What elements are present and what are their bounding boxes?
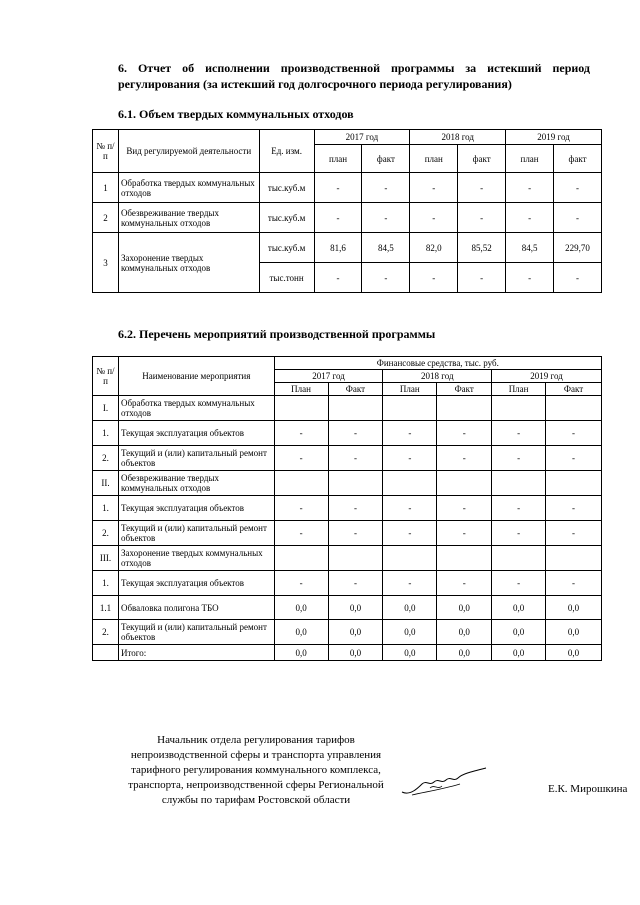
row-measure-name: Обработка твердых коммунальных отходов [118, 396, 274, 421]
cell-value: - [328, 571, 383, 596]
cell-value: - [410, 173, 458, 203]
cell-value: 0,0 [546, 620, 602, 645]
cell-value: - [383, 446, 437, 471]
row-activity: Обезвреживание твердых коммунальных отходов [118, 203, 259, 233]
cell-value: - [546, 571, 602, 596]
cell-value: - [546, 421, 602, 446]
cell-value: - [506, 263, 554, 293]
signature-block [118, 733, 394, 808]
cell-value [328, 546, 383, 571]
cell-value: - [546, 446, 602, 471]
cell-value: 0,0 [437, 645, 492, 661]
cell-value [546, 471, 602, 496]
cell-value: - [492, 521, 546, 546]
cell-value: - [328, 446, 383, 471]
cell-value: - [554, 173, 602, 203]
cell-value: 0,0 [383, 596, 437, 620]
cell-value [437, 546, 492, 571]
cell-value: - [314, 173, 362, 203]
table-row [93, 620, 602, 645]
section-6-line-2: регулирования (за истекший год долгосрочного периода регулирования) [118, 77, 512, 91]
table-row [93, 233, 602, 263]
cell-value: - [492, 446, 546, 471]
row-num: III. [93, 546, 119, 571]
cell-value [546, 546, 602, 571]
t1-header-year-2018: 2018 год [410, 130, 506, 145]
cell-value: - [314, 203, 362, 233]
table-row [93, 203, 602, 233]
t2-header-plan: План [383, 383, 437, 396]
cell-value [274, 546, 328, 571]
cell-value: - [506, 173, 554, 203]
cell-value: - [554, 263, 602, 293]
row-measure-name: Текущий и (или) капитальный ремонт объектов [118, 521, 274, 546]
cell-value [383, 396, 437, 421]
cell-value [383, 471, 437, 496]
row-num: 1.1 [93, 596, 119, 620]
cell-value: 85,52 [458, 233, 506, 263]
row-num: 2. [93, 521, 119, 546]
cell-value: - [410, 203, 458, 233]
cell-value: 0,0 [437, 620, 492, 645]
cell-value: - [458, 263, 506, 293]
cell-value: - [458, 173, 506, 203]
cell-value: - [410, 263, 458, 293]
table-row [93, 645, 602, 661]
row-measure-name: Итого: [118, 645, 274, 661]
t2-header-fact: Факт [546, 383, 602, 396]
row-num: I. [93, 396, 119, 421]
table-row [93, 471, 602, 496]
t1-header-fact: факт [458, 145, 506, 173]
cell-value: - [546, 521, 602, 546]
cell-value: 84,5 [506, 233, 554, 263]
cell-value [328, 396, 383, 421]
row-activity: Обработка твердых коммунальных отходов [118, 173, 259, 203]
cell-value: - [554, 203, 602, 233]
t1-header-fact: факт [554, 145, 602, 173]
cell-value: 0,0 [546, 596, 602, 620]
cell-value [437, 396, 492, 421]
row-measure-name: Обваловка полигона ТБО [118, 596, 274, 620]
table-row [93, 571, 602, 596]
cell-value: 0,0 [437, 596, 492, 620]
cell-value: - [328, 521, 383, 546]
cell-value: - [328, 496, 383, 521]
t2-header-year-2018: 2018 год [383, 370, 492, 383]
cell-value: 229,70 [554, 233, 602, 263]
signatory-name: Е.К. Мирошкина [548, 783, 628, 795]
cell-value: - [506, 203, 554, 233]
table-row [93, 496, 602, 521]
cell-value: - [362, 173, 410, 203]
row-num: 2 [93, 203, 119, 233]
row-measure-name: Захоронение твердых коммунальных отходов [118, 546, 274, 571]
row-unit: тыс.куб.м [259, 233, 314, 263]
row-measure-name: Текущая эксплуатация объектов [118, 571, 274, 596]
cell-value: 0,0 [274, 596, 328, 620]
cell-value: - [458, 203, 506, 233]
t1-header-plan: план [410, 145, 458, 173]
t1-header-fact: факт [362, 145, 410, 173]
signature-line: тарифного регулирования коммунального комплекса, [131, 764, 381, 776]
section-6-heading [118, 60, 590, 92]
cell-value: 0,0 [492, 596, 546, 620]
cell-value: - [492, 496, 546, 521]
row-num: II. [93, 471, 119, 496]
table-row [93, 596, 602, 620]
cell-value: - [437, 446, 492, 471]
cell-value: - [362, 203, 410, 233]
cell-value [437, 471, 492, 496]
row-num: 1. [93, 571, 119, 596]
row-measure-name: Текущий и (или) капитальный ремонт объектов [118, 446, 274, 471]
cell-value: - [383, 571, 437, 596]
cell-value: - [383, 496, 437, 521]
cell-value: - [328, 421, 383, 446]
program-measures-table [92, 356, 602, 661]
t2-header-finance: Финансовые средства, тыс. руб. [274, 357, 601, 370]
signature-line: службы по тарифам Ростовской области [161, 794, 351, 806]
section-6-line-1: 6. Отчет об исполнении производственной программы за истекший период [118, 61, 590, 75]
row-unit: тыс.куб.м [259, 173, 314, 203]
row-num: 2. [93, 620, 119, 645]
row-num: 1 [93, 173, 119, 203]
cell-value: - [274, 446, 328, 471]
row-measure-name: Текущий и (или) капитальный ремонт объектов [118, 620, 274, 645]
cell-value: - [437, 496, 492, 521]
cell-value [383, 546, 437, 571]
t1-header-plan: план [314, 145, 362, 173]
cell-value: - [546, 496, 602, 521]
waste-volume-table [92, 129, 602, 293]
table-row [93, 546, 602, 571]
t2-header-plan: План [274, 383, 328, 396]
t1-header-plan: план [506, 145, 554, 173]
t2-header-year-2019: 2019 год [492, 370, 602, 383]
row-num: 1. [93, 496, 119, 521]
t2-header-year-2017: 2017 год [274, 370, 383, 383]
cell-value: 81,6 [314, 233, 362, 263]
cell-value: - [492, 571, 546, 596]
cell-value: - [383, 421, 437, 446]
cell-value: - [314, 263, 362, 293]
cell-value: - [437, 521, 492, 546]
t1-header-year-2019: 2019 год [506, 130, 602, 145]
signature-line: Начальник отдела регулирования тарифов [157, 734, 355, 746]
row-unit: тыс.тонн [259, 263, 314, 293]
cell-value: - [274, 421, 328, 446]
section-61-title: 6.1. Объем твердых коммунальных отходов [118, 107, 354, 121]
t2-header-fact: Факт [437, 383, 492, 396]
row-unit: тыс.куб.м [259, 203, 314, 233]
cell-value: 0,0 [274, 620, 328, 645]
cell-value: - [437, 421, 492, 446]
cell-value [492, 546, 546, 571]
cell-value: 0,0 [492, 645, 546, 661]
cell-value: 0,0 [328, 645, 383, 661]
t2-header-num: № п/п [93, 357, 119, 396]
cell-value: - [362, 263, 410, 293]
cell-value [274, 396, 328, 421]
cell-value: - [274, 571, 328, 596]
t2-header-plan: План [492, 383, 546, 396]
row-num: 3 [93, 233, 119, 293]
signature-line: непроизводственной сферы и транспорта управления [130, 749, 382, 761]
cell-value: 0,0 [328, 620, 383, 645]
handwritten-signature-icon [400, 762, 490, 802]
t2-header-name: Наименование мероприятия [118, 357, 274, 396]
t1-header-activity: Вид регулируемой деятельности [118, 130, 259, 173]
cell-value: - [437, 571, 492, 596]
table-row [93, 173, 602, 203]
row-num: 2. [93, 446, 119, 471]
cell-value [328, 471, 383, 496]
t1-header-unit: Ед. изм. [259, 130, 314, 173]
cell-value: 0,0 [328, 596, 383, 620]
t1-header-num: № п/п [93, 130, 119, 173]
cell-value: 82,0 [410, 233, 458, 263]
cell-value: - [274, 496, 328, 521]
cell-value: 0,0 [383, 645, 437, 661]
row-measure-name: Текущая эксплуатация объектов [118, 421, 274, 446]
cell-value: - [274, 521, 328, 546]
cell-value: 84,5 [362, 233, 410, 263]
cell-value: 0,0 [383, 620, 437, 645]
row-num [93, 645, 119, 661]
table-row [93, 396, 602, 421]
cell-value [492, 396, 546, 421]
table-row [93, 521, 602, 546]
signature-line: транспорта, непроизводственной сферы Региональной [128, 779, 384, 791]
row-num: 1. [93, 421, 119, 446]
cell-value: 0,0 [274, 645, 328, 661]
row-measure-name: Обезвреживание твердых коммунальных отходов [118, 471, 274, 496]
cell-value: 0,0 [492, 620, 546, 645]
cell-value: - [383, 521, 437, 546]
cell-value [274, 471, 328, 496]
row-measure-name: Текущая эксплуатация объектов [118, 496, 274, 521]
table-row [93, 421, 602, 446]
table-row [93, 446, 602, 471]
cell-value: 0,0 [546, 645, 602, 661]
t2-header-fact: Факт [328, 383, 383, 396]
t1-header-year-2017: 2017 год [314, 130, 410, 145]
row-activity: Захоронение твердых коммунальных отходов [118, 233, 259, 293]
section-62-title: 6.2. Перечень мероприятий производственной программы [118, 327, 436, 341]
cell-value [492, 471, 546, 496]
cell-value [546, 396, 602, 421]
cell-value: - [492, 421, 546, 446]
